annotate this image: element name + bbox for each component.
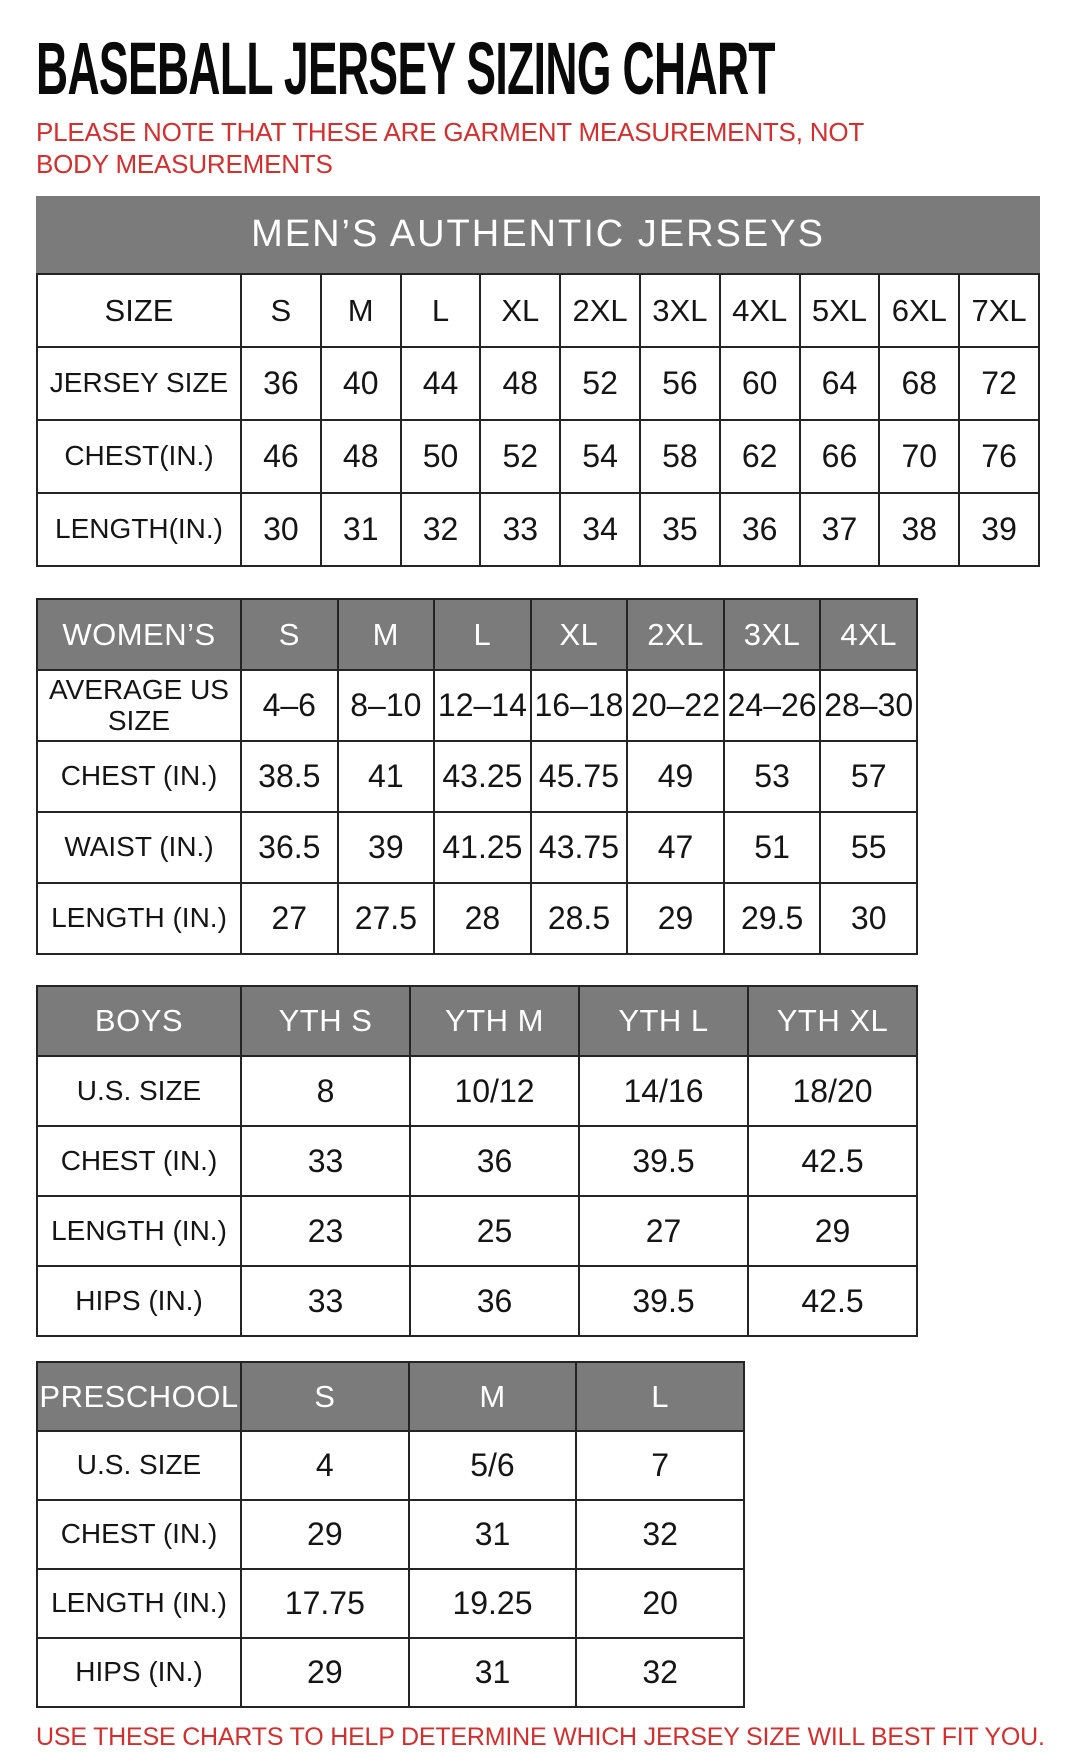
header-row [37, 986, 917, 1056]
value-cell: 36 [410, 1126, 579, 1196]
row-label-cell: LENGTH (IN.) [37, 883, 241, 954]
value-cell: 27.5 [338, 883, 435, 954]
value-cell: 20–22 [627, 670, 724, 741]
value-cell: 29 [241, 1638, 409, 1707]
table-row [37, 420, 1039, 493]
value-cell: 10/12 [410, 1056, 579, 1126]
column-header-cell: 5XL [800, 274, 880, 347]
value-cell: 51 [724, 812, 821, 883]
column-header-cell: 2XL [627, 599, 724, 670]
table-row [37, 1569, 744, 1638]
value-cell: 34 [560, 493, 640, 566]
value-cell: 7 [576, 1431, 744, 1500]
value-cell: 66 [800, 420, 880, 493]
column-header-cell: 7XL [959, 274, 1039, 347]
column-header-cell: YTH L [579, 986, 748, 1056]
value-cell: 32 [576, 1638, 744, 1707]
table-title-cell: PRESCHOOL [37, 1362, 241, 1431]
mens-band [36, 196, 1040, 273]
page-title: BASEBALL JERSEY SIZING CHART [36, 27, 775, 110]
table-row [37, 347, 1039, 420]
value-cell: 29 [241, 1500, 409, 1569]
value-cell: 28.5 [531, 883, 628, 954]
value-cell: 36 [410, 1266, 579, 1336]
table-row [37, 1196, 917, 1266]
value-cell: 29.5 [724, 883, 821, 954]
column-header-cell: M [409, 1362, 577, 1431]
column-header-cell: S [241, 599, 338, 670]
row-label-cell: LENGTH (IN.) [37, 1196, 241, 1266]
value-cell: 41 [338, 741, 435, 812]
value-cell: 43.75 [531, 812, 628, 883]
boys-table-container [36, 985, 1077, 1337]
preschool-table-container [36, 1361, 1077, 1708]
mens-size-table [36, 273, 1040, 567]
value-cell: 52 [480, 420, 560, 493]
column-header-cell: XL [480, 274, 560, 347]
value-cell: 52 [560, 347, 640, 420]
value-cell: 38 [879, 493, 959, 566]
value-cell: 60 [720, 347, 800, 420]
value-cell: 40 [321, 347, 401, 420]
value-cell: 30 [241, 493, 321, 566]
mens-band-title: MEN’S AUTHENTIC JERSEYS [251, 213, 825, 256]
row-label-cell: U.S. SIZE [37, 1056, 241, 1126]
row-label-cell: LENGTH(IN.) [37, 493, 241, 566]
column-header-cell: XL [531, 599, 628, 670]
value-cell: 32 [576, 1500, 744, 1569]
footer-note: USE THESE CHARTS TO HELP DETERMINE WHICH JERSEY SIZE WILL BEST FIT YOU. [36, 1723, 1045, 1752]
row-label-cell: LENGTH (IN.) [37, 1569, 241, 1638]
column-header-cell: 3XL [640, 274, 720, 347]
column-header-cell: 4XL [720, 274, 800, 347]
column-header-cell: 3XL [724, 599, 821, 670]
value-cell: 36.5 [241, 812, 338, 883]
table-row [37, 1266, 917, 1336]
value-cell: 42.5 [748, 1266, 917, 1336]
column-header-cell: 6XL [879, 274, 959, 347]
value-cell: 31 [409, 1638, 577, 1707]
value-cell: 32 [401, 493, 481, 566]
value-cell: 29 [748, 1196, 917, 1266]
column-header-cell: 4XL [820, 599, 917, 670]
value-cell: 33 [480, 493, 560, 566]
header-row [37, 1362, 744, 1431]
value-cell: 29 [627, 883, 724, 954]
value-cell: 54 [560, 420, 640, 493]
row-label-cell: CHEST (IN.) [37, 1126, 241, 1196]
value-cell: 46 [241, 420, 321, 493]
column-header-cell: M [338, 599, 435, 670]
value-cell: 4–6 [241, 670, 338, 741]
value-cell: 37 [800, 493, 880, 566]
value-cell: 27 [241, 883, 338, 954]
value-cell: 28 [434, 883, 531, 954]
table-row [37, 883, 917, 954]
womens-table-container [36, 598, 1077, 955]
mens-table-container [36, 273, 1077, 567]
value-cell: 35 [640, 493, 720, 566]
value-cell: 23 [241, 1196, 410, 1266]
value-cell: 44 [401, 347, 481, 420]
value-cell: 16–18 [531, 670, 628, 741]
table-row [37, 1431, 744, 1500]
header-row [37, 599, 917, 670]
value-cell: 64 [800, 347, 880, 420]
value-cell: 56 [640, 347, 720, 420]
column-header-cell: YTH XL [748, 986, 917, 1056]
boys-size-table [36, 985, 918, 1337]
value-cell: 27 [579, 1196, 748, 1266]
mens-section [36, 196, 1077, 567]
value-cell: 18/20 [748, 1056, 917, 1126]
value-cell: 68 [879, 347, 959, 420]
value-cell: 72 [959, 347, 1039, 420]
table-row [37, 1126, 917, 1196]
value-cell: 41.25 [434, 812, 531, 883]
value-cell: 50 [401, 420, 481, 493]
table-row [37, 812, 917, 883]
value-cell: 17.75 [241, 1569, 409, 1638]
value-cell: 30 [820, 883, 917, 954]
value-cell: 53 [724, 741, 821, 812]
value-cell: 39.5 [579, 1266, 748, 1336]
value-cell: 33 [241, 1266, 410, 1336]
row-label-cell: CHEST (IN.) [37, 1500, 241, 1569]
row-label-cell: CHEST (IN.) [37, 741, 241, 812]
column-header-cell: S [241, 1362, 409, 1431]
value-cell: 42.5 [748, 1126, 917, 1196]
value-cell: 24–26 [724, 670, 821, 741]
column-header-cell: 2XL [560, 274, 640, 347]
value-cell: 45.75 [531, 741, 628, 812]
table-title-cell: WOMEN’S [37, 599, 241, 670]
value-cell: 8 [241, 1056, 410, 1126]
value-cell: 55 [820, 812, 917, 883]
preschool-size-table [36, 1361, 745, 1708]
value-cell: 4 [241, 1431, 409, 1500]
value-cell: 28–30 [820, 670, 917, 741]
table-row [37, 1638, 744, 1707]
value-cell: 58 [640, 420, 720, 493]
garment-measurements-note: PLEASE NOTE THAT THESE ARE GARMENT MEASUREMENTS, NOT BODY MEASUREMENTS [36, 116, 864, 179]
column-header-cell: L [434, 599, 531, 670]
row-label-cell: CHEST(IN.) [37, 420, 241, 493]
column-header-cell: M [321, 274, 401, 347]
table-row [37, 1056, 917, 1126]
value-cell: 33 [241, 1126, 410, 1196]
value-cell: 70 [879, 420, 959, 493]
value-cell: 36 [241, 347, 321, 420]
value-cell: 48 [321, 420, 401, 493]
column-header-cell: L [401, 274, 481, 347]
value-cell: 25 [410, 1196, 579, 1266]
row-label-cell: JERSEY SIZE [37, 347, 241, 420]
value-cell: 12–14 [434, 670, 531, 741]
value-cell: 5/6 [409, 1431, 577, 1500]
value-cell: 8–10 [338, 670, 435, 741]
value-cell: 38.5 [241, 741, 338, 812]
column-header-cell: YTH M [410, 986, 579, 1056]
column-header-cell: S [241, 274, 321, 347]
value-cell: 49 [627, 741, 724, 812]
value-cell: 76 [959, 420, 1039, 493]
column-header-cell: L [576, 1362, 744, 1431]
header-row [37, 274, 1039, 347]
row-label-cell: HIPS (IN.) [37, 1638, 241, 1707]
value-cell: 48 [480, 347, 560, 420]
value-cell: 36 [720, 493, 800, 566]
row-label-cell: HIPS (IN.) [37, 1266, 241, 1336]
value-cell: 39 [338, 812, 435, 883]
value-cell: 14/16 [579, 1056, 748, 1126]
table-row [37, 741, 917, 812]
value-cell: 39 [959, 493, 1039, 566]
table-title-cell: BOYS [37, 986, 241, 1056]
column-header-cell: YTH S [241, 986, 410, 1056]
value-cell: 31 [409, 1500, 577, 1569]
value-cell: 43.25 [434, 741, 531, 812]
value-cell: 57 [820, 741, 917, 812]
row-label-cell: AVERAGE US SIZE [37, 670, 241, 741]
value-cell: 39.5 [579, 1126, 748, 1196]
table-title-cell: SIZE [37, 274, 241, 347]
value-cell: 20 [576, 1569, 744, 1638]
row-label-cell: WAIST (IN.) [37, 812, 241, 883]
table-row [37, 670, 917, 741]
row-label-cell: U.S. SIZE [37, 1431, 241, 1500]
value-cell: 31 [321, 493, 401, 566]
womens-size-table [36, 598, 918, 955]
value-cell: 47 [627, 812, 724, 883]
value-cell: 62 [720, 420, 800, 493]
table-row [37, 1500, 744, 1569]
value-cell: 19.25 [409, 1569, 577, 1638]
table-row [37, 493, 1039, 566]
